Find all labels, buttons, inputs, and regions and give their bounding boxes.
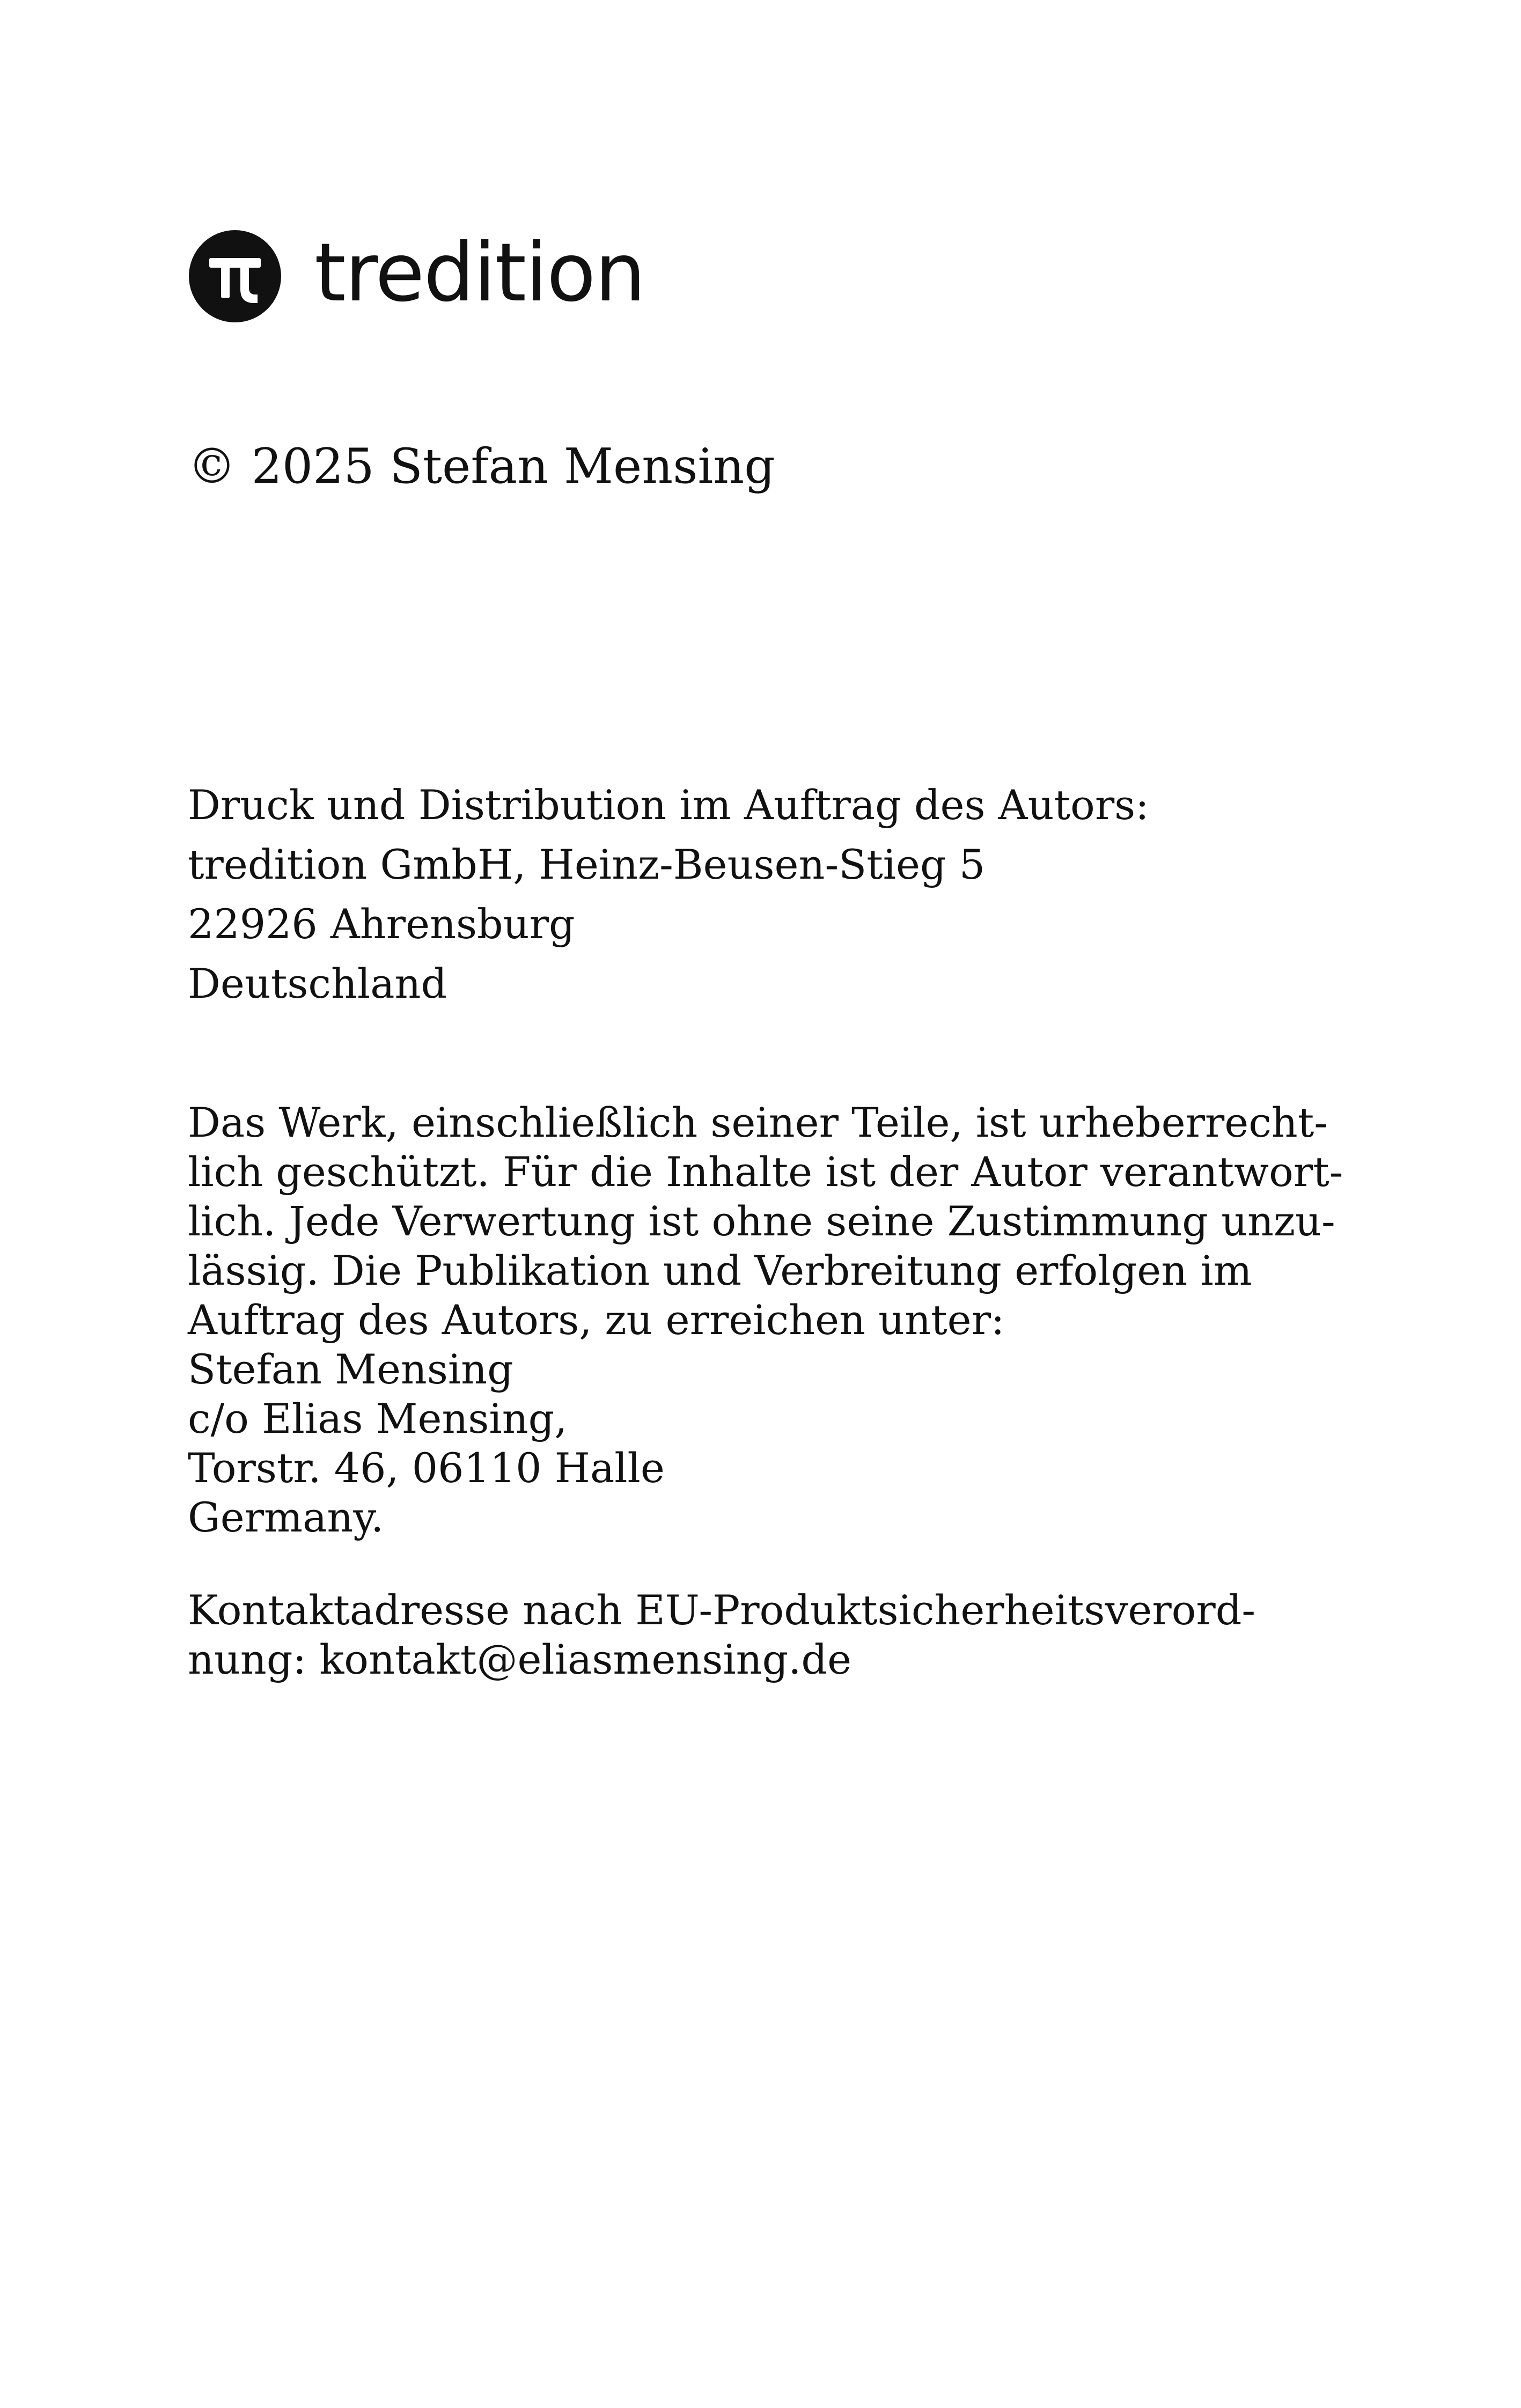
legal-line: Auftrag des Autors, zu erreichen unter: <box>188 1296 1005 1344</box>
author-country: Germany. <box>188 1493 384 1541</box>
tredition-t-icon <box>189 230 281 322</box>
printer-line: tredition GmbH, Heinz-Beusen-Stieg 5 <box>188 841 986 888</box>
contact-line: Kontaktadresse nach EU-Produktsicherheitsverord- <box>188 1586 1256 1634</box>
author-street: Torstr. 46, 06110 Halle <box>188 1444 665 1492</box>
contact-email-line: nung: kontakt@eliasmensing.de <box>188 1636 852 1683</box>
legal-line: lich geschützt. Für die Inhalte ist der Autor verantwort- <box>188 1148 1343 1196</box>
author-name: Stefan Mensing <box>188 1345 513 1393</box>
publisher-wordmark: tredition <box>314 226 645 320</box>
printer-line: Deutschland <box>188 960 447 1007</box>
copyright-notice: © 2025 Stefan Mensing <box>188 438 775 495</box>
printer-line: 22926 Ahrensburg <box>188 900 575 948</box>
legal-notice-block <box>188 1098 1343 1542</box>
publisher-logo <box>189 228 645 325</box>
legal-line: Das Werk, einschließlich seiner Teile, ist urheberrecht- <box>188 1099 1328 1146</box>
legal-line: lässig. Die Publikation und Verbreitung erfolgen im <box>188 1247 1252 1294</box>
printer-address-block <box>188 775 1149 1013</box>
printer-line: Druck und Distribution im Auftrag des Autors: <box>188 781 1149 829</box>
legal-line: lich. Jede Verwertung ist ohne seine Zustimmung unzu- <box>188 1197 1335 1245</box>
contact-block <box>188 1586 1255 1684</box>
author-care-of: c/o Elias Mensing, <box>188 1395 568 1442</box>
